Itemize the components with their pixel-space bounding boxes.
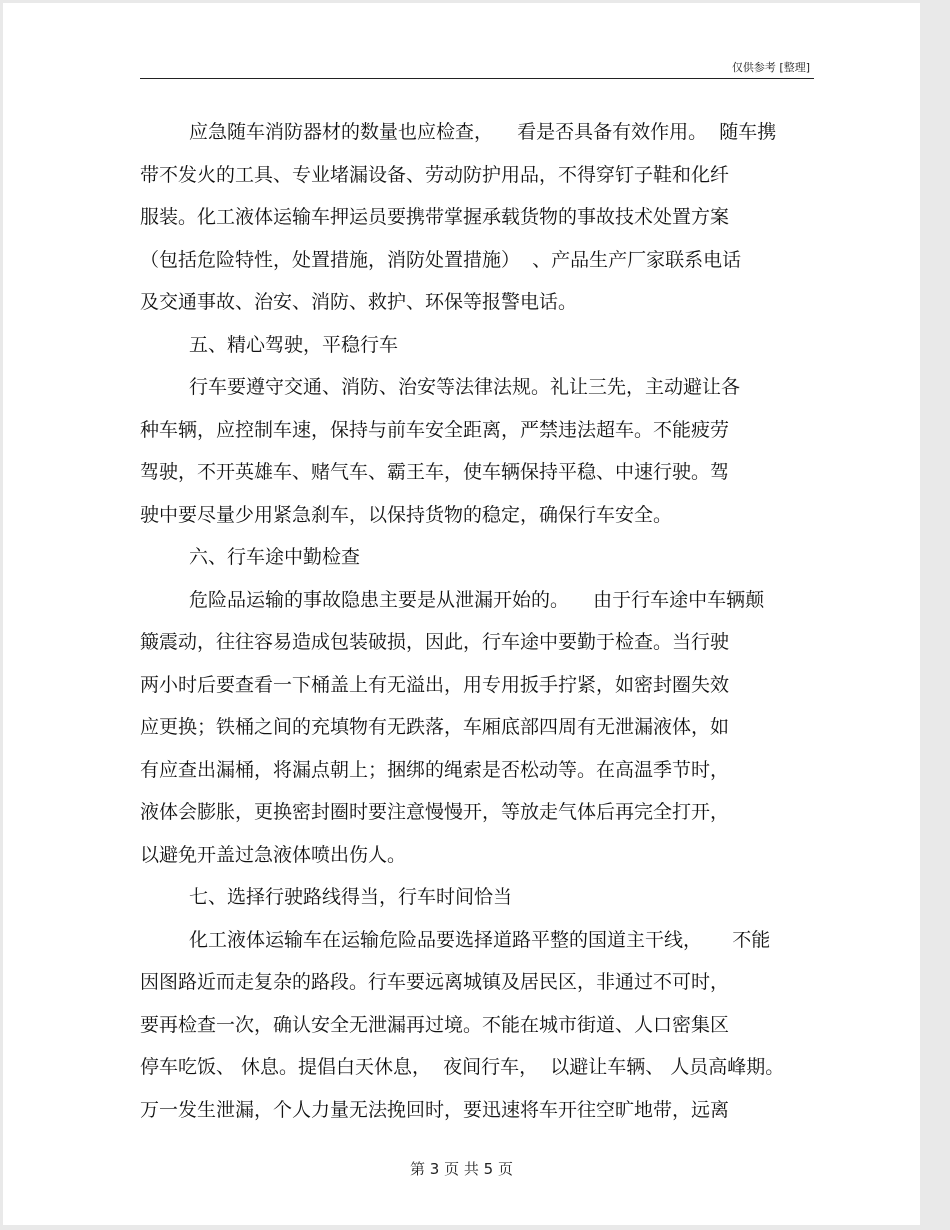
- section-heading: 五、精心驾驶，平稳行车: [189, 333, 399, 356]
- text-line: 停车吃饭、 休息。提倡白天休息， 夜间行车， 以避让车辆、 人员高峰期。: [140, 1056, 785, 1078]
- text-line: 驶中要尽量少用紧急刹车，以保持货物的稳定，确保行车安全。: [140, 503, 673, 526]
- text-line: 应急随车消防器材的数量也应检查， 看是否具备有效作用。 随车携: [189, 121, 777, 143]
- text-line: 两小时后要查看一下桶盖上有无溢出，用专用扳手拧紧，如密封圈失效: [140, 673, 730, 696]
- text-line: 以避免开盖过急液体喷出伤人。: [140, 843, 407, 866]
- header-divider: [140, 78, 814, 79]
- text-line: 服装。化工液体运输车押运员要携带掌握承载货物的事故技术处置方案: [140, 206, 730, 228]
- text-line: 簸震动，往往容易造成包装破损，因此，行车途中要勤于检查。当行驶: [140, 631, 730, 653]
- header-note: 仅供参考 [整理]: [731, 61, 810, 74]
- text-line: 驾驶，不开英雄车、赌气车、霸王车，使车辆保持平稳、中速行驶。驾: [140, 461, 730, 483]
- document-body: [140, 111, 820, 1131]
- text-line: （包括危险特性，处置措施，消防处置措施） 、产品生产厂家联系电话: [140, 248, 742, 271]
- text-line: 及交通事故、治安、消防、救护、环保等报警电话。: [140, 291, 578, 313]
- text-line: 有应查出漏桶，将漏点朝上；捆绑的绳索是否松动等。在高温季节时，: [140, 758, 730, 781]
- text-line: 应更换；铁桶之间的充填物有无跌落，车厢底部四周有无泄漏液体，如: [140, 716, 730, 738]
- section-heading: 七、选择行驶路线得当，行车时间恰当: [189, 886, 513, 908]
- text-line: 行车要遵守交通、消防、治安等法律法规。礼让三先，主动避让各: [189, 376, 741, 398]
- text-line: 种车辆，应控制车速，保持与前车安全距离，严禁违法超车。不能疲劳: [140, 418, 730, 441]
- text-line: 危险品运输的事故隐患主要是从泄漏开始的。 由于行车途中车辆颠: [189, 588, 765, 611]
- text-line: 带不发火的工具、专业堵漏设备、劳动防护用品，不得穿钉子鞋和化纤: [140, 163, 730, 186]
- page-number-footer: 第 3 页 共 5 页: [410, 1160, 513, 1178]
- text-line: 要再检查一次，确认安全无泄漏再过境。不能在城市街道、人口密集区: [140, 1013, 730, 1036]
- text-line: 因图路近而走复杂的路段。行车要远离城镇及居民区，非通过不可时，: [140, 971, 730, 993]
- section-heading: 六、行车途中勤检查: [189, 546, 361, 568]
- text-line: 化工液体运输车在运输危险品要选择道路平整的国道主干线， 不能: [189, 928, 771, 951]
- document-page: [3, 3, 920, 1225]
- text-line: 万一发生泄漏，个人力量无法挽回时，要迅速将车开往空旷地带，远离: [140, 1098, 730, 1121]
- text-line: 液体会膨胀，更换密封圈时要注意慢慢开，等放走气体后再完全打开，: [140, 801, 730, 823]
